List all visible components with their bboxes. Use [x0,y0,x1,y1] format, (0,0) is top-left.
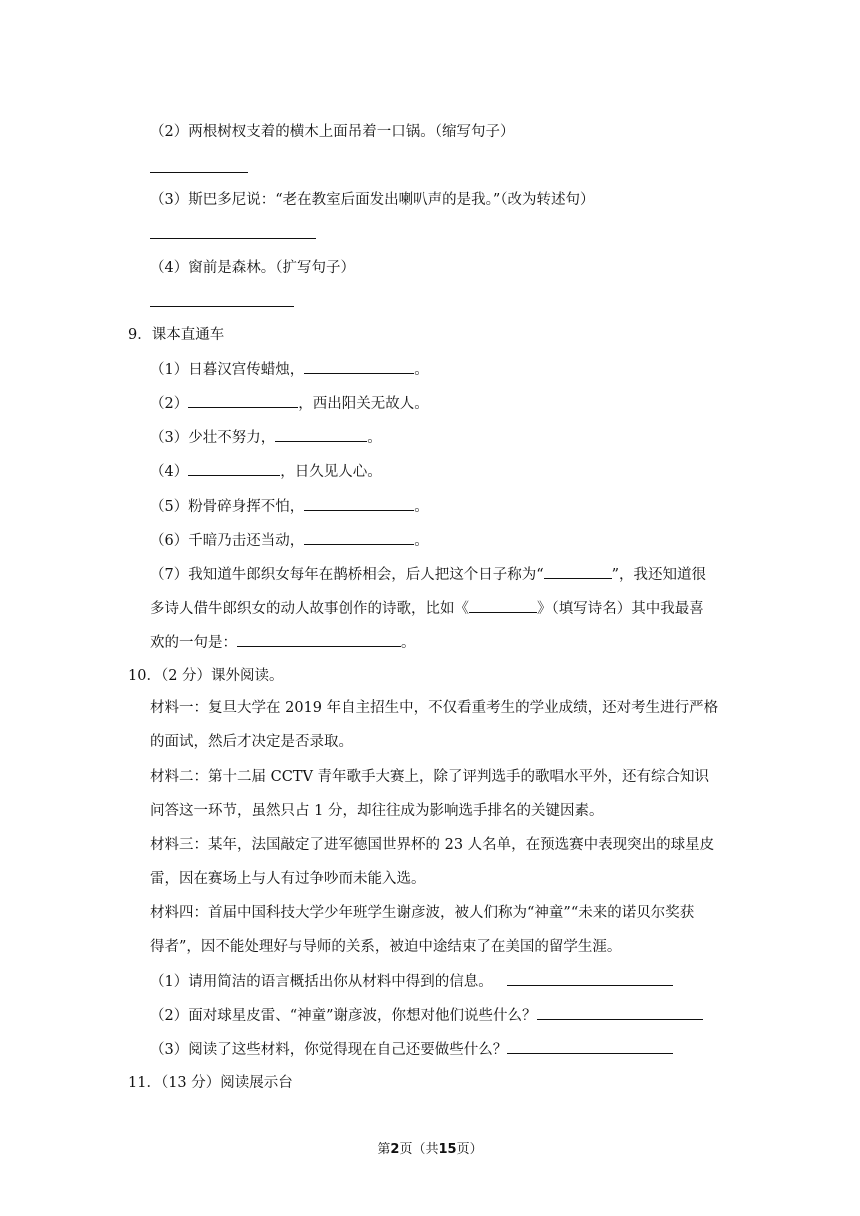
q9-item-7-line-2: 多诗人借牛郎织女的动人故事创作的诗歌，比如《 》（填写诗名）其中我最喜 [150,598,704,619]
q10-material-2-line-2: 问答这一环节，虽然只占 1 分，却往往成为影响选手排名的关键因素。 [150,803,604,819]
q10-question-3: （3）阅读了这些材料，你觉得现在自己还要做些什么？ [150,1039,673,1060]
q9-blank-7-poem[interactable] [469,598,537,613]
q10-material-1-line-1: 材料一：复旦大学在 2019 年自主招生中，不仅看重考生的学业成绩，还对考生进行严格 [150,700,719,716]
q9-item-1: （1）日暮汉宫传蜡烛， 。 [150,359,429,380]
q9-blank-6[interactable] [304,530,414,545]
q9-blank-5[interactable] [304,496,414,511]
q8-sentence-2: （2）两根树杈支着的横木上面吊着一口锅。（缩写句子） [150,124,515,140]
q9-blank-7-festival[interactable] [544,564,612,579]
q9-blank-3[interactable] [275,427,367,442]
q10-title: 10．（2 分）课外阅读。 [128,668,284,684]
q8-answer-line-3[interactable] [150,238,316,239]
q10-material-2-line-1: 材料二：第十二届 CCTV 青年歌手大赛上，除了评判选手的歌唱水平外，还有综合知识 [150,769,710,785]
q9-blank-1[interactable] [304,359,414,374]
q10-material-3-line-2: 雷，因在赛场上与人有过争吵而未能入选。 [150,871,426,887]
q8-sentence-3: （3）斯巴多尼说：“老在教室后面发出喇叭声的是我。”（改为转述句） [150,192,595,208]
q10-material-4-line-1: 材料四：首届中国科技大学少年班学生谢彦波，被人们称为“神童”“未来的诺贝尔奖获 [150,905,695,921]
q8-answer-line-2[interactable] [150,172,248,173]
q9-blank-7-line[interactable] [237,632,401,647]
q8-answer-line-4[interactable] [150,306,294,307]
q10-material-3-line-1: 材料三：某年，法国敲定了进军德国世界杯的 23 人名单，在预选赛中表现突出的球星皮 [150,837,715,853]
q10-question-1: （1）请用简洁的语言概括出你从材料中得到的信息。 [150,971,673,992]
q9-item-5: （5）粉骨碎身挥不怕， 。 [150,496,429,517]
q9-title: 9．课本直通车 [128,327,225,343]
page-number: 2 [390,1142,400,1157]
q9-item-6: （6）千暗乃击还当动， 。 [150,530,429,551]
q10-material-1-line-2: 的面试，然后才决定是否录取。 [150,734,353,750]
q10-answer-1[interactable] [507,971,673,986]
q9-item-7-line-3: 欢的一句是： 。 [150,632,416,653]
q8-sentence-4: （4）窗前是森林。（扩写句子） [150,260,355,276]
q10-material-4-line-2: 得者”，因不能处理好与导师的关系，被迫中途结束了在美国的留学生涯。 [150,939,622,955]
page-total: 15 [438,1142,457,1157]
q9-item-3: （3）少壮不努力， 。 [150,427,382,448]
q9-item-7-line-1: （7）我知道牛郎织女每年在鹊桥相会，后人把这个日子称为“ ”，我还知道很 [150,564,706,585]
page-footer: 第2页（共15页） [377,1142,483,1157]
q10-question-2: （2）面对球星皮雷、“神童”谢彦波，你想对他们说些什么？ [150,1005,703,1026]
q9-item-2: （2） ，西出阳关无故人。 [150,393,429,414]
q9-item-4: （4） ，日久见人心。 [150,461,382,482]
q10-answer-3[interactable] [507,1039,673,1054]
q9-blank-2[interactable] [188,393,298,408]
q9-blank-4[interactable] [188,461,280,476]
q10-answer-2[interactable] [537,1005,703,1020]
q11-title: 11．（13 分）阅读展示台 [128,1075,293,1091]
